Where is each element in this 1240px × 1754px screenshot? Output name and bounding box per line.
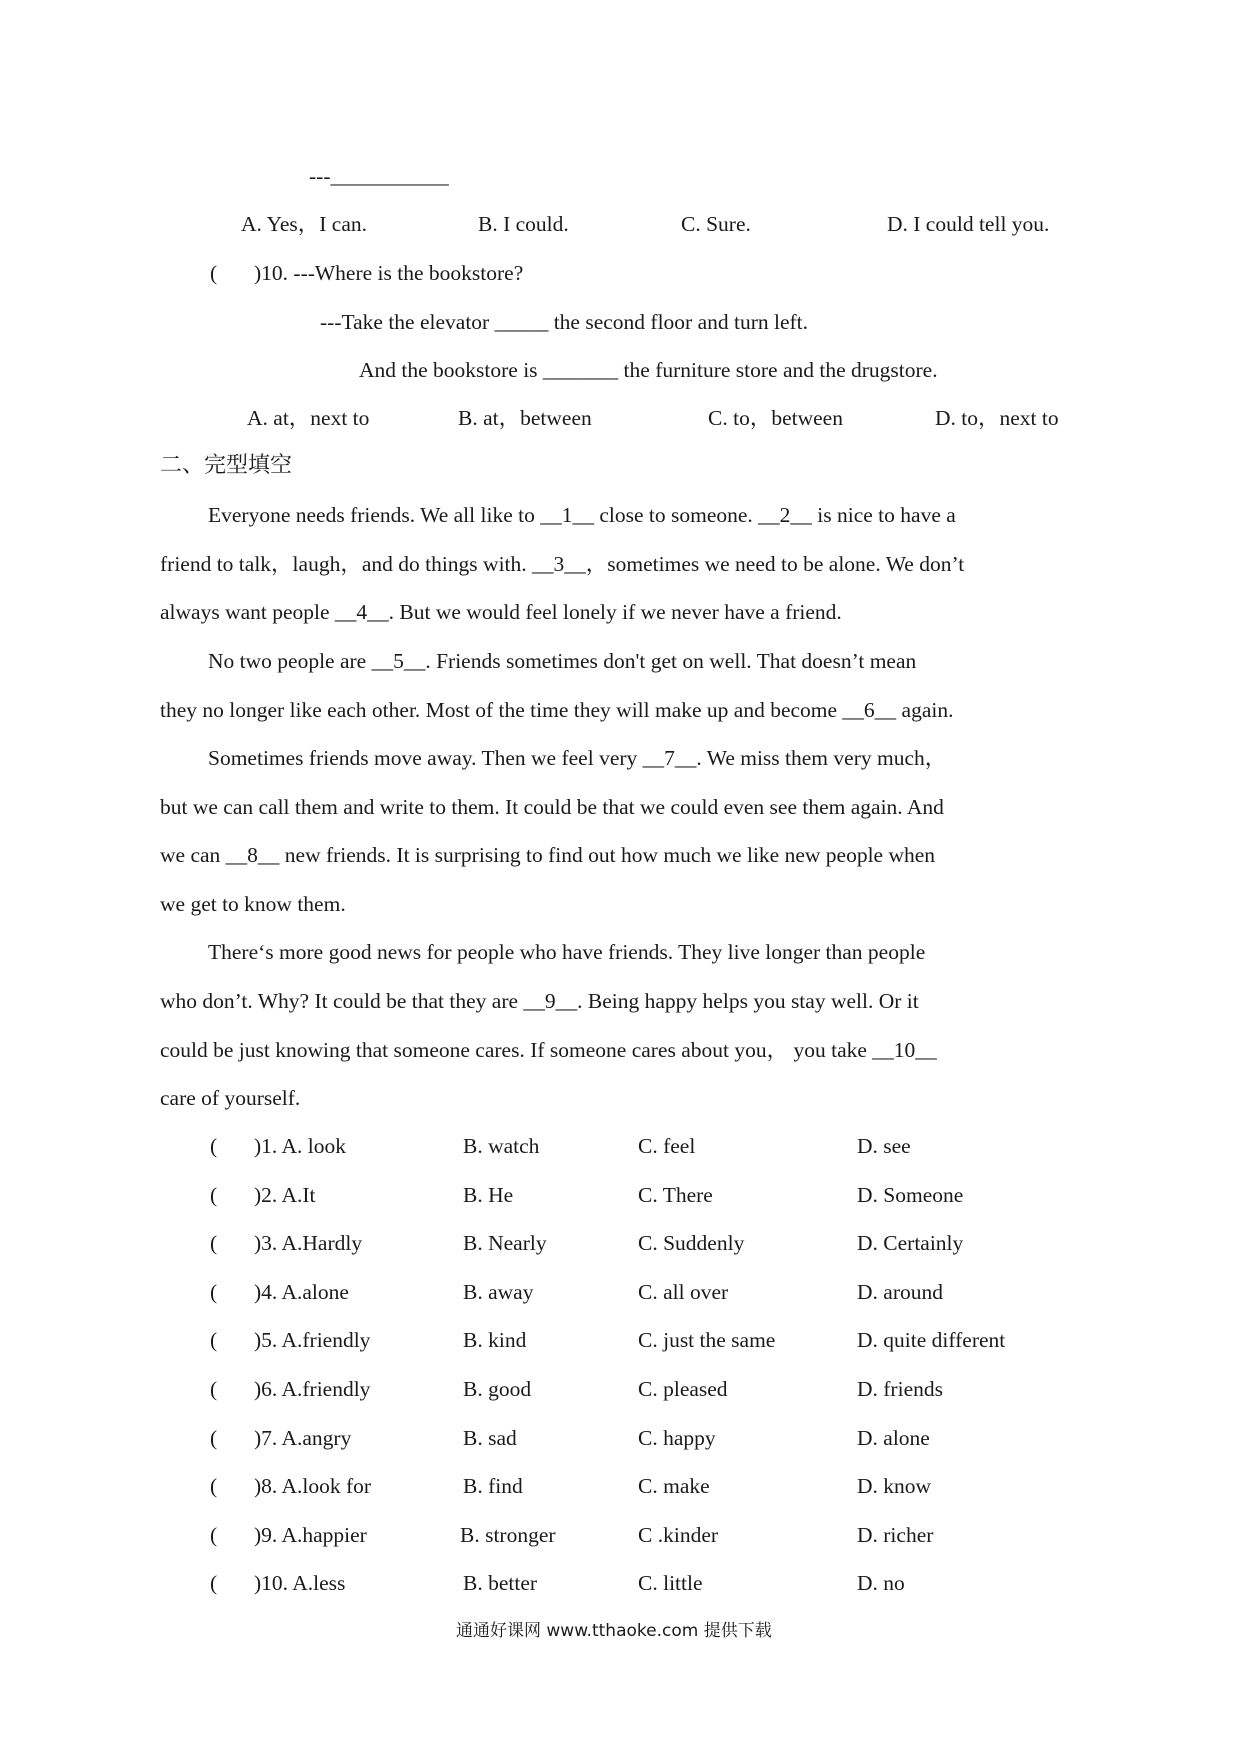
option-b: B. away bbox=[463, 1280, 534, 1304]
answer-paren: ( bbox=[210, 1280, 218, 1304]
answer-paren: ( bbox=[210, 1134, 218, 1158]
option-c: C. feel bbox=[638, 1134, 696, 1158]
answer-paren: ( bbox=[210, 1231, 218, 1255]
q10-option-c: C. to，between bbox=[708, 406, 843, 430]
option-b: B. Nearly bbox=[463, 1231, 547, 1255]
answer-paren: ( bbox=[210, 1328, 218, 1352]
option-d: D. no bbox=[857, 1571, 905, 1595]
option-a: )8. A.look for bbox=[254, 1474, 372, 1498]
answer-paren: ( bbox=[210, 1523, 218, 1547]
answer-paren: ( bbox=[210, 1377, 218, 1401]
option-c: C. Suddenly bbox=[638, 1231, 745, 1255]
option-a: )3. A.Hardly bbox=[254, 1231, 363, 1255]
answer-paren: ( bbox=[210, 1426, 218, 1450]
option-c: C. pleased bbox=[638, 1377, 728, 1401]
q10-option-d: D. to，next to bbox=[935, 406, 1059, 430]
q9-option-c: C. Sure. bbox=[681, 212, 751, 236]
option-b: B. kind bbox=[463, 1328, 527, 1352]
option-a: )2. A.It bbox=[254, 1183, 316, 1207]
q10-line3: And the bookstore is _______ the furniture store and the drugstore. bbox=[359, 358, 938, 382]
option-b: B. watch bbox=[463, 1134, 540, 1158]
q9-answer-line: ---___________ bbox=[309, 164, 449, 188]
passage-line: we get to know them. bbox=[160, 892, 346, 916]
option-a: )1. A. look bbox=[254, 1134, 346, 1158]
option-c: C .kinder bbox=[638, 1523, 719, 1547]
passage-line: they no longer like each other. Most of the time they will make up and become __6__ again. bbox=[160, 698, 954, 722]
option-d: D. Someone bbox=[857, 1183, 964, 1207]
passage-line: Sometimes friends move away. Then we feel very __7__. We miss them very much， bbox=[208, 746, 947, 770]
q10-option-b: B. at，between bbox=[458, 406, 592, 430]
option-c: C. little bbox=[638, 1571, 703, 1595]
option-b: B. He bbox=[463, 1183, 514, 1207]
option-a: )10. A.less bbox=[254, 1571, 346, 1595]
q10-paren: ( bbox=[210, 261, 218, 285]
option-b: B. sad bbox=[463, 1426, 517, 1450]
q9-option-a: A. Yes，I can. bbox=[241, 212, 368, 236]
section-title: 二、完型填空 bbox=[160, 453, 293, 478]
option-c: C. just the same bbox=[638, 1328, 776, 1352]
option-c: C. make bbox=[638, 1474, 710, 1498]
q10-line2: ---Take the elevator _____ the second floor and turn left. bbox=[320, 310, 809, 334]
option-d: D. see bbox=[857, 1134, 911, 1158]
passage-line: friend to talk，laugh，and do things with. __3__，sometimes we need to be alone. We don’t bbox=[160, 552, 965, 576]
answer-paren: ( bbox=[210, 1571, 218, 1595]
q10-question: )10. ---Where is the bookstore? bbox=[254, 261, 524, 285]
passage-line: No two people are __5__. Friends sometimes don't get on well. That doesn’t mean bbox=[208, 649, 917, 673]
passage-line: who don’t. Why? It could be that they are __9__. Being happy helps you stay well. Or it bbox=[160, 989, 919, 1013]
q10-option-a: A. at，next to bbox=[247, 406, 370, 430]
option-b: B. good bbox=[463, 1377, 532, 1401]
option-a: )9. A.happier bbox=[254, 1523, 367, 1547]
answer-paren: ( bbox=[210, 1474, 218, 1498]
answer-paren: ( bbox=[210, 1183, 218, 1207]
option-c: C. all over bbox=[638, 1280, 729, 1304]
q9-option-b: B. I could. bbox=[478, 212, 569, 236]
passage-line: but we can call them and write to them. It could be that we could even see them again. And bbox=[160, 795, 944, 819]
option-d: D. friends bbox=[857, 1377, 943, 1401]
page-footer: 通通好课网 www.tthaoke.com 提供下载 bbox=[456, 1621, 772, 1641]
option-d: D. richer bbox=[857, 1523, 934, 1547]
option-a: )7. A.angry bbox=[254, 1426, 352, 1450]
option-a: )5. A.friendly bbox=[254, 1328, 371, 1352]
passage-line: could be just knowing that someone cares. If someone cares about you， you take __10__ bbox=[160, 1038, 937, 1062]
passage-line: There‘s more good news for people who have friends. They live longer than people bbox=[208, 940, 926, 964]
passage-line: Everyone needs friends. We all like to __1__ close to someone. __2__ is nice to have a bbox=[208, 503, 956, 527]
option-d: D. know bbox=[857, 1474, 932, 1498]
option-d: D. Certainly bbox=[857, 1231, 964, 1255]
option-d: D. around bbox=[857, 1280, 943, 1304]
option-d: D. alone bbox=[857, 1426, 930, 1450]
q9-option-d: D. I could tell you. bbox=[887, 212, 1050, 236]
passage-line: care of yourself. bbox=[160, 1086, 301, 1110]
passage-line: always want people __4__. But we would feel lonely if we never have a friend. bbox=[160, 600, 842, 624]
passage-line: we can __8__ new friends. It is surprising to find out how much we like new people when bbox=[160, 843, 936, 867]
option-d: D. quite different bbox=[857, 1328, 1006, 1352]
option-a: )6. A.friendly bbox=[254, 1377, 371, 1401]
option-b: B. stronger bbox=[460, 1523, 556, 1547]
option-b: B. better bbox=[463, 1571, 538, 1595]
option-b: B. find bbox=[463, 1474, 523, 1498]
option-a: )4. A.alone bbox=[254, 1280, 349, 1304]
option-c: C. There bbox=[638, 1183, 713, 1207]
option-c: C. happy bbox=[638, 1426, 716, 1450]
